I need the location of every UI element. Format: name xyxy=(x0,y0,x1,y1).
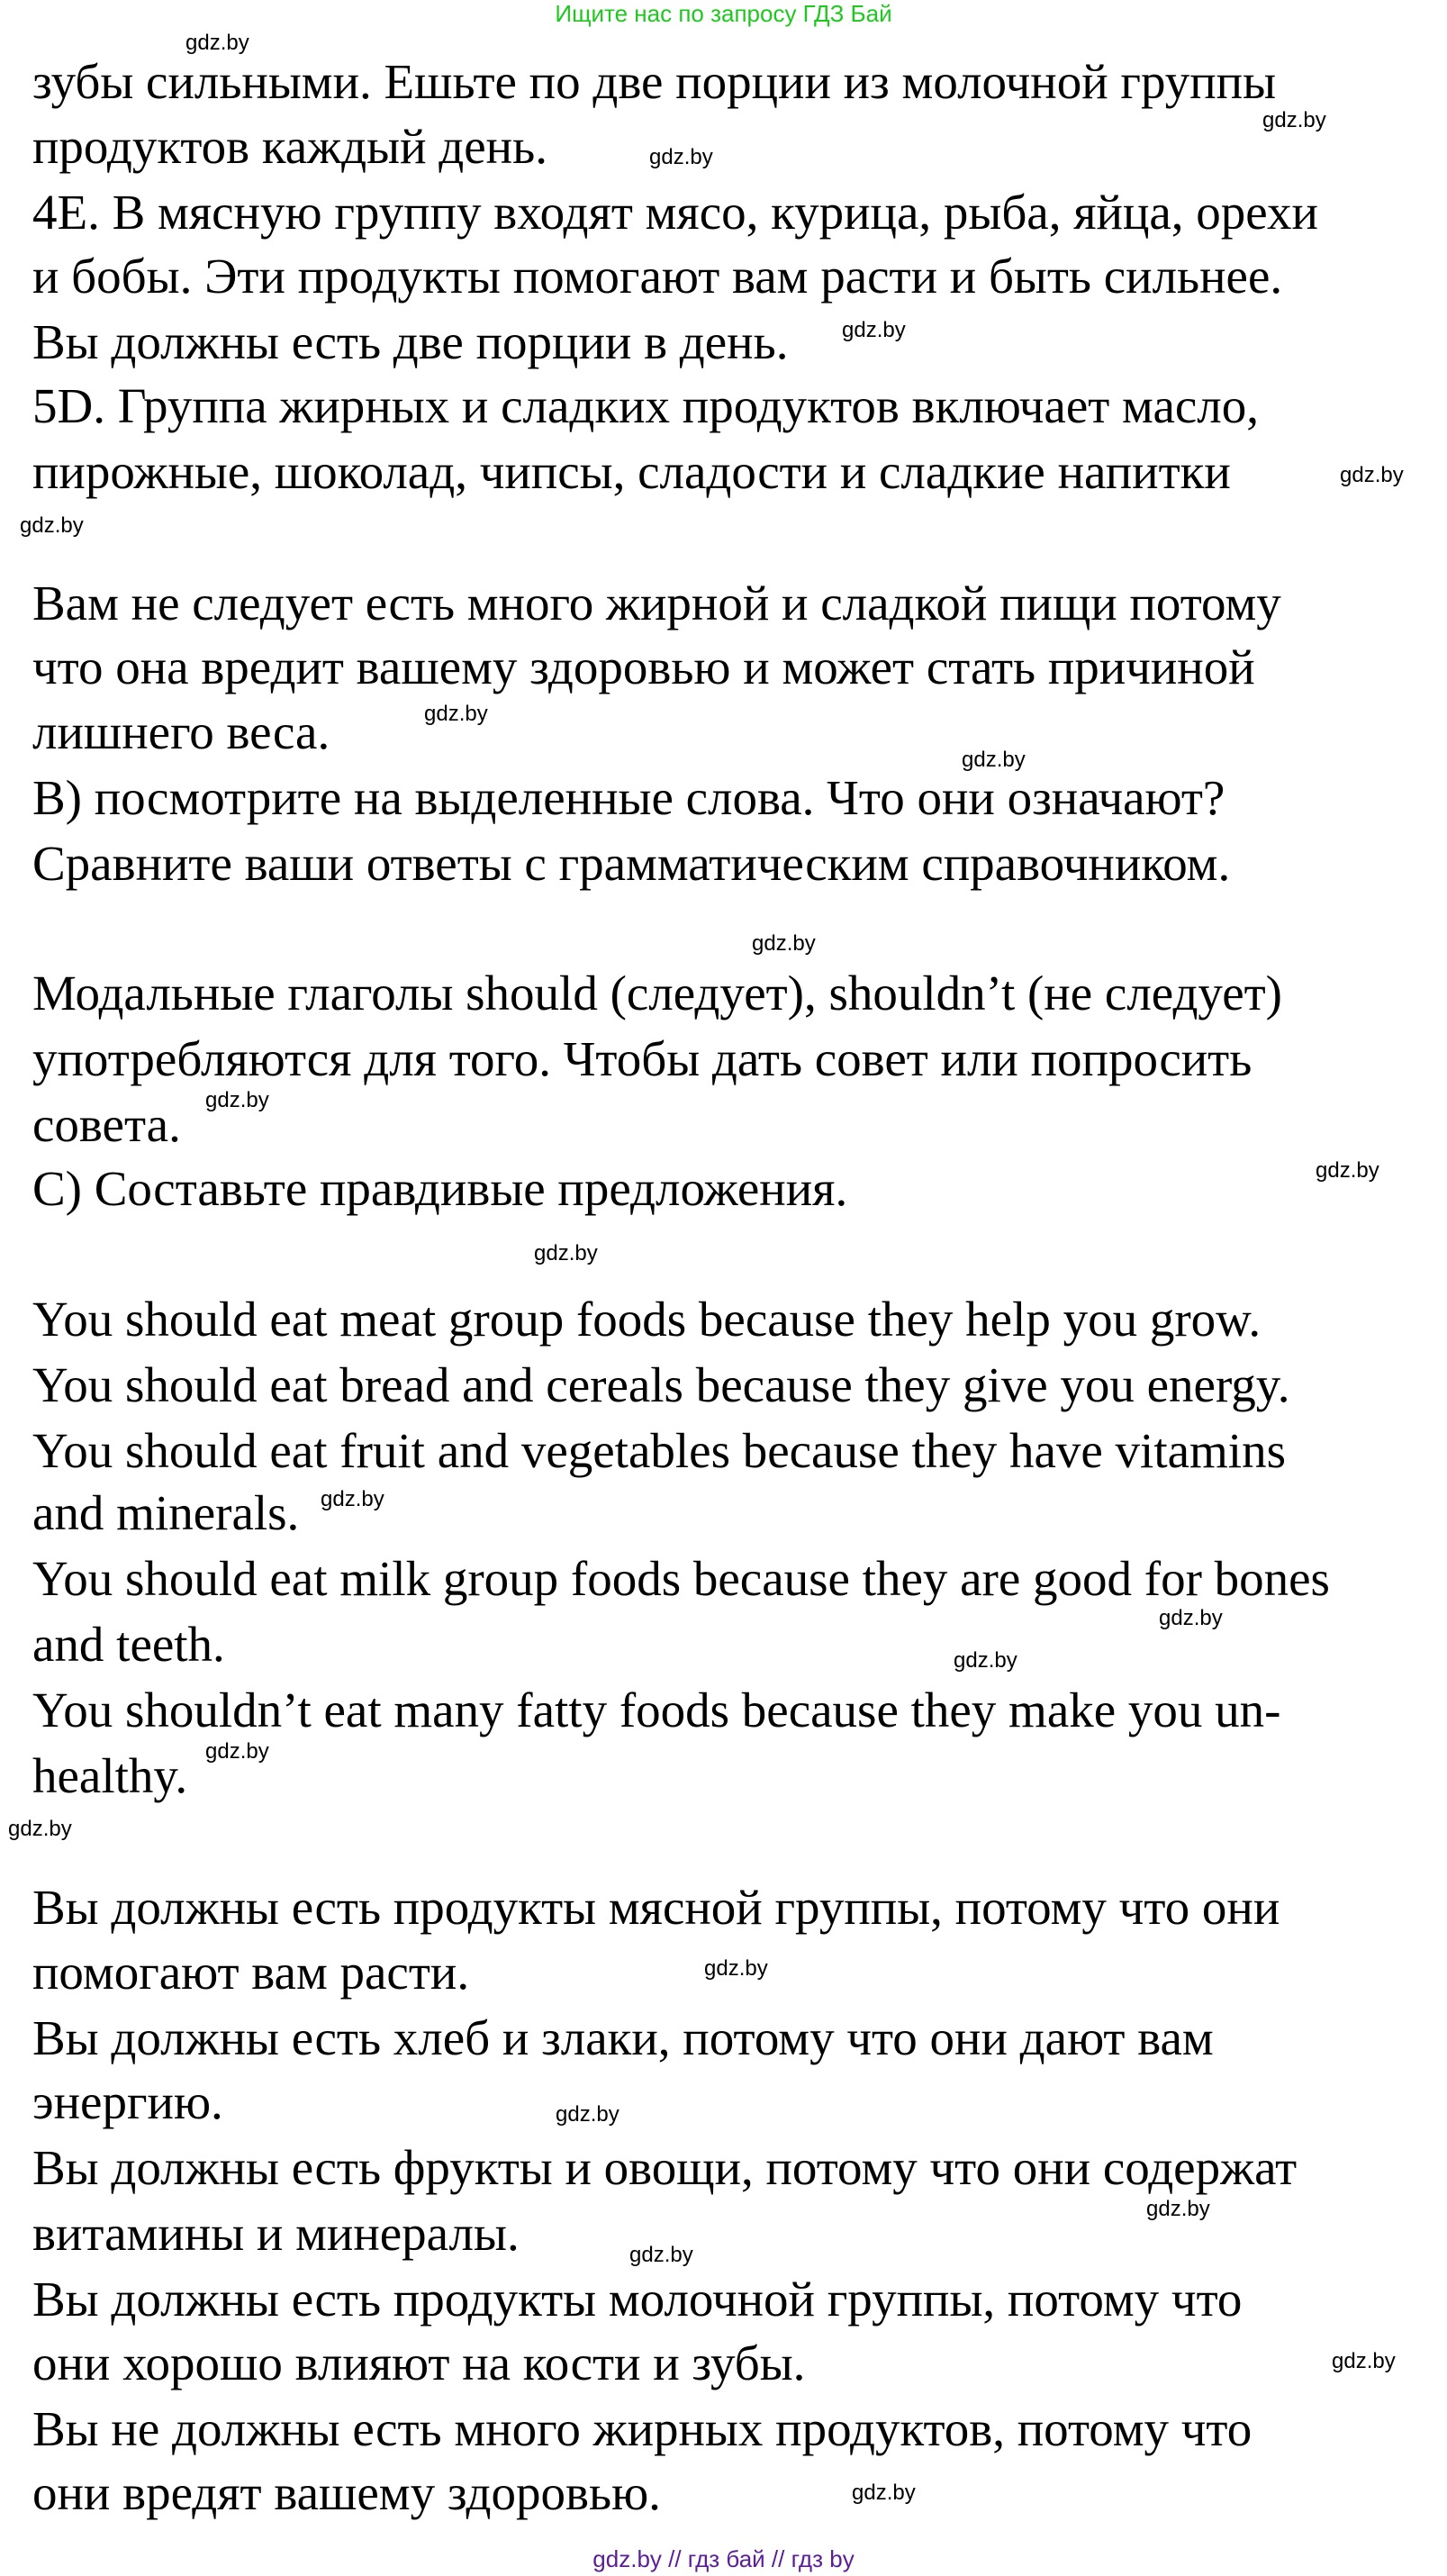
text-line: Вы должны есть фрукты и овощи, потому что они содержат xyxy=(32,2139,1298,2195)
text-line: Вы должны есть продукты молочной группы, потому что xyxy=(32,2271,1243,2327)
text-line: healthy. xyxy=(32,1748,188,1804)
site-footer: gdz.by // гдз бай // гдз by xyxy=(592,2545,855,2572)
watermark: gdz.by xyxy=(321,1487,384,1511)
watermark: gdz.by xyxy=(752,931,816,956)
text-line: Вам не следует есть много жирной и сладкой пищи потому xyxy=(32,576,1281,631)
text-line: они вредят вашему здоровью. xyxy=(32,2465,661,2521)
watermark: gdz.by xyxy=(1340,463,1404,487)
text-line: Вы должны есть продукты мясной группы, потому что они xyxy=(32,1880,1280,1936)
text-line: Вы должны есть хлеб и злаки, потому что они дают вам xyxy=(32,2009,1214,2065)
text-line: You shouldn’t eat many fatty foods because they make you un- xyxy=(32,1683,1281,1738)
watermark: gdz.by xyxy=(205,1739,269,1764)
text-line: продуктов каждый день. xyxy=(32,118,547,174)
watermark: gdz.by xyxy=(852,2481,916,2505)
text-line: You should eat fruit and vegetables because they have vitamins xyxy=(32,1422,1286,1478)
text-line: пирожные, шоколад, чипсы, сладости и сладкие напитки xyxy=(32,444,1231,500)
text-line: лишнего веса. xyxy=(32,703,330,759)
text-line: You should eat bread and cereals because they give you energy. xyxy=(32,1356,1290,1412)
text-line: что она вредит вашему здоровью и может стать причиной xyxy=(32,639,1255,695)
watermark: gdz.by xyxy=(8,1817,72,1841)
watermark: gdz.by xyxy=(1146,2197,1210,2221)
watermark: gdz.by xyxy=(629,2243,693,2267)
text-line: они хорошо влияют на кости и зубы. xyxy=(32,2336,806,2391)
watermark: gdz.by xyxy=(1332,2349,1396,2373)
text-line: Модальные глаголы should (следует), shouldn’t (не следует) xyxy=(32,965,1282,1020)
text-line: С) Составьте правдивые предложения. xyxy=(32,1161,848,1217)
watermark: gdz.by xyxy=(1159,1606,1223,1630)
text-line: энергию. xyxy=(32,2073,223,2129)
text-line: You should eat milk group foods because they are good for bones xyxy=(32,1551,1330,1607)
search-hint-header: Ищите нас по запросу ГДЗ Бай xyxy=(555,0,892,27)
watermark: gdz.by xyxy=(962,748,1026,772)
text-line: помогают вам расти. xyxy=(32,1944,470,2000)
watermark: gdz.by xyxy=(1316,1158,1379,1183)
watermark: gdz.by xyxy=(704,1956,768,1981)
text-line: и бобы. Эти продукты помогают вам расти и быть сильнее. xyxy=(32,248,1283,304)
watermark: gdz.by xyxy=(649,145,713,169)
watermark: gdz.by xyxy=(1262,108,1326,132)
text-line: and minerals. xyxy=(32,1485,300,1541)
watermark: gdz.by xyxy=(20,513,84,538)
text-line: совета. xyxy=(32,1097,181,1153)
watermark: gdz.by xyxy=(534,1241,598,1265)
watermark: gdz.by xyxy=(424,702,488,726)
text-line: Сравните ваши ответы с грамматическим справочником. xyxy=(32,835,1231,891)
text-line: and teeth. xyxy=(32,1617,225,1673)
text-line: зубы сильными. Ешьте по две порции из молочной группы xyxy=(32,54,1277,110)
watermark: gdz.by xyxy=(205,1088,269,1112)
text-line: В) посмотрите на выделенные слова. Что они означают? xyxy=(32,769,1225,825)
text-line: употребляются для того. Чтобы дать совет или попросить xyxy=(32,1031,1253,1087)
watermark: gdz.by xyxy=(556,2102,619,2127)
text-line: 4E. В мясную группу входят мясо, курица, рыба, яйца, орехи xyxy=(32,184,1318,240)
text-line: You should eat meat group foods because they help you grow. xyxy=(32,1291,1262,1347)
watermark: gdz.by xyxy=(842,318,906,342)
text-line: витамины и минералы. xyxy=(32,2205,520,2261)
watermark: gdz.by xyxy=(185,31,249,55)
text-line: Вы должны есть две порции в день. xyxy=(32,313,789,369)
watermark: gdz.by xyxy=(954,1648,1017,1673)
text-line: 5D. Группа жирных и сладких продуктов включает масло, xyxy=(32,378,1259,434)
text-line: Вы не должны есть много жирных продуктов, потому что xyxy=(32,2401,1253,2457)
